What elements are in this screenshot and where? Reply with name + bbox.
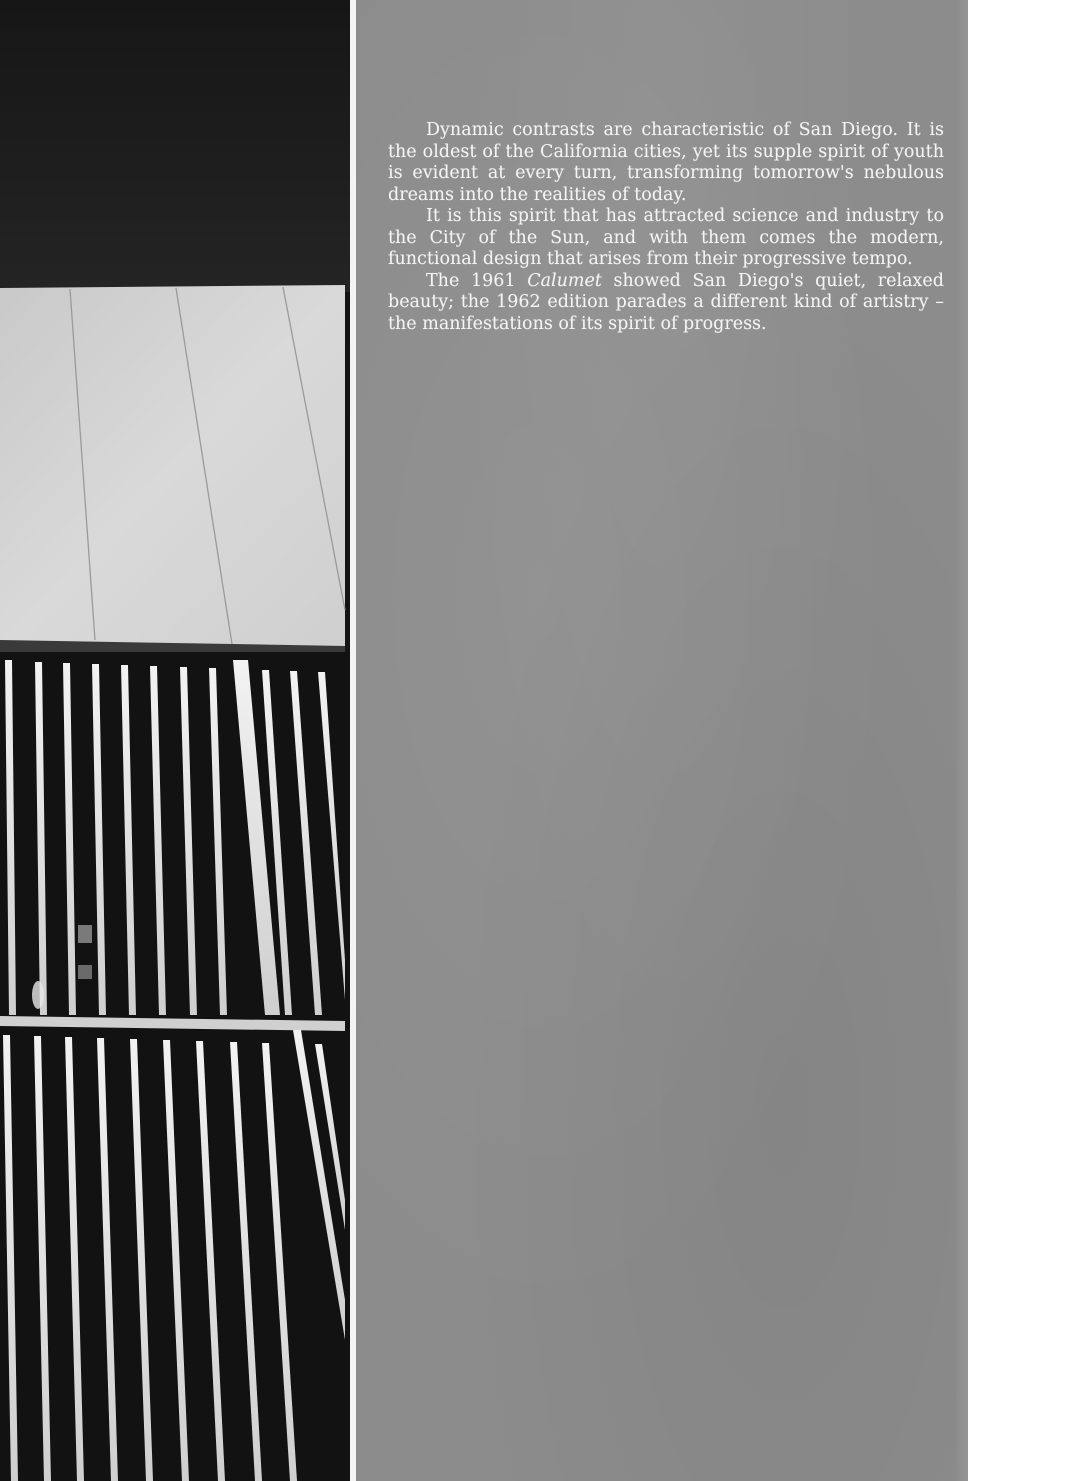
sky-area — [0, 0, 350, 292]
paragraph-3-end: showed San Diego's quiet, relaxed beauty; the 1962 edition parades a different kind of artistry – the manifestations of its spirit of progress. — [388, 270, 944, 334]
intro-text — [388, 120, 944, 335]
yearbook-title: Calumet — [527, 270, 602, 291]
paragraph-3 — [388, 271, 944, 336]
paragraph-1: Dynamic contrasts are characteristic of San Diego. It is the oldest of the California cities, yet its supple spirit of youth is evident at every turn, transforming tomorrow's nebulous dreams into the realities of today. — [388, 120, 944, 205]
photo-graphic — [0, 0, 350, 1481]
paragraph-2: It is this spirit that has attracted science and industry to the City of the Sun, and with them comes the modern, functional design that arises from their progressive tempo. — [388, 206, 944, 269]
panel-edge — [956, 0, 968, 1481]
louver-area — [0, 652, 350, 1481]
paragraph-3-start: The 1961 — [426, 270, 528, 291]
architecture-photo — [0, 0, 350, 1481]
